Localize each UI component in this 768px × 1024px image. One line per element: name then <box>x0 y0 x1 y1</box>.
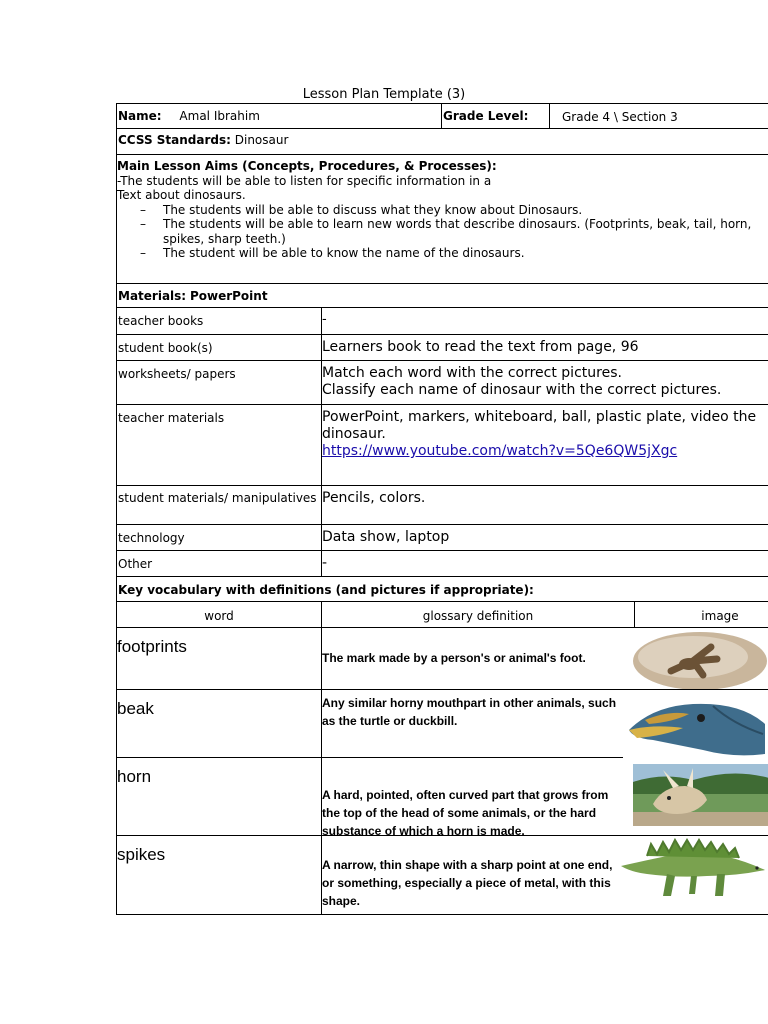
beak-image <box>623 694 768 758</box>
materials-row <box>116 486 768 525</box>
materials-row-label: student book(s) <box>118 341 213 355</box>
materials-row-value: PowerPoint, markers, whiteboard, ball, plastic plate, video the dinosaur. <box>322 409 757 442</box>
materials-row <box>116 308 768 335</box>
vocab-word: spikes <box>117 845 166 864</box>
materials-row-value2: Classify each name of dinosaur with the correct pictures. <box>322 382 722 398</box>
vocab-definition: Any similar horny mouthpart in other animals, such as the turtle or duckbill. <box>322 696 617 728</box>
vocab-definition: A narrow, thin shape with a sharp point at one end, or something, especially a piece of metal, with this shape. <box>322 858 613 908</box>
name-cell <box>117 104 441 128</box>
materials-row-label: teacher materials <box>118 411 225 425</box>
aims-intro-line1: -The students will be able to listen for specific information in a <box>117 173 492 188</box>
materials-row-label: Other <box>118 557 153 571</box>
name-value: Amal Ibrahim <box>179 109 260 123</box>
spikes-image <box>617 836 768 902</box>
vocab-row <box>116 836 768 915</box>
name-label: Name: <box>118 109 162 123</box>
grade-label: Grade Level: <box>443 109 529 123</box>
materials-row-label: worksheets/ papers <box>118 367 236 381</box>
vocab-word: horn <box>117 767 152 786</box>
col-image: image <box>701 609 739 623</box>
materials-row-label: teacher books <box>118 314 204 328</box>
materials-row <box>116 405 768 486</box>
materials-row-value: - <box>322 555 328 571</box>
col-definition: glossary definition <box>422 609 534 623</box>
aims-item: – The students will be able to discuss what they know about Dinosaurs. <box>163 203 583 218</box>
materials-row <box>116 335 768 361</box>
vocab-definition: The mark made by a person's or animal's foot. <box>322 651 586 665</box>
materials-row <box>116 361 768 405</box>
materials-row-label: technology <box>118 531 185 545</box>
materials-label: Materials: <box>118 289 187 303</box>
materials-row-label: student materials/ manipulatives <box>118 491 317 505</box>
aims-item: – The student will be able to know the name of the dinosaurs. <box>163 246 768 261</box>
vocab-row <box>116 628 768 690</box>
vocab-word: beak <box>117 699 154 718</box>
materials-row-value: Match each word with the correct pictures. <box>322 365 622 381</box>
document-title: Lesson Plan Template (3) <box>302 87 466 102</box>
standards-label: CCSS Standards: <box>118 133 231 147</box>
materials-row-value: - <box>322 312 327 327</box>
aims-list <box>117 203 768 261</box>
footprint-image <box>631 631 768 689</box>
materials-row-value: Pencils, colors. <box>322 490 426 506</box>
vocab-word: footprints <box>117 637 187 656</box>
vocab-definition: A hard, pointed, often curved part that grows from the top of the head of some animals, or the hard substance of which a horn is made. <box>322 788 609 838</box>
video-link[interactable]: https://www.youtube.com/watch?v=5Qe6QW5jXgc <box>322 443 678 459</box>
materials-heading-row <box>116 284 768 308</box>
standards-row <box>116 129 768 155</box>
aims-heading: Main Lesson Aims (Concepts, Procedures, & Processes): <box>117 159 497 173</box>
vocab-row <box>116 758 768 836</box>
horn-image <box>633 764 768 826</box>
col-word: word <box>204 609 234 623</box>
materials-row <box>116 525 768 551</box>
grade-value: Grade 4 \ Section 3 <box>562 110 678 124</box>
materials-row-value: Learners book to read the text from page, 96 <box>322 339 639 355</box>
vocab-header-row <box>116 602 768 628</box>
aims-item: – The students will be able to learn new words that describe dinosaurs. (Footprints, beak, tail, horn, spikes, sharp teeth.) <box>163 217 768 246</box>
aims-intro-line2: Text about dinosaurs. <box>117 188 246 202</box>
vocab-row <box>116 690 768 758</box>
materials-value: PowerPoint <box>189 289 268 303</box>
name-row <box>116 103 768 129</box>
standards-value: Dinosaur <box>234 133 289 147</box>
vocab-heading-row <box>116 577 768 602</box>
aims-row <box>116 155 768 284</box>
materials-row-value: Data show, laptop <box>322 529 450 545</box>
materials-row <box>116 551 768 577</box>
vocab-heading: Key vocabulary with definitions (and pictures if appropriate): <box>118 583 534 597</box>
